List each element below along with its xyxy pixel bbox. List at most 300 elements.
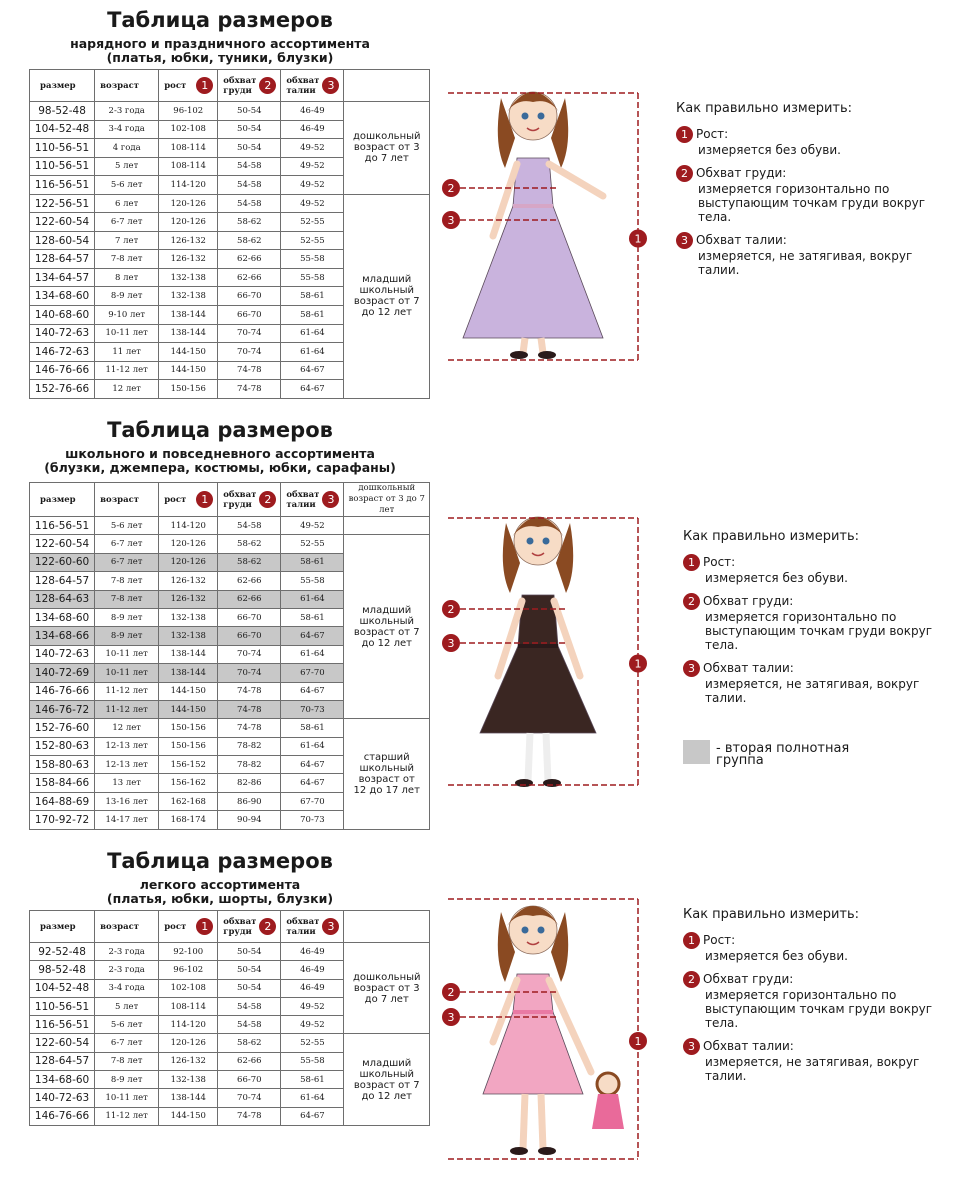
table-cell: 70-73: [281, 700, 344, 718]
age-group-label: младший школьный возраст от 7 до 12 лет: [353, 604, 420, 649]
instruction-name: Обхват талии:: [703, 661, 794, 675]
measure-number-icon: 3: [683, 660, 700, 677]
table-cell: 46-49: [281, 102, 344, 121]
column-header: [159, 911, 218, 943]
table-cell: 58-61: [281, 608, 344, 626]
table-cell: 146-76-72: [30, 700, 95, 718]
table-row: [30, 943, 430, 961]
table-cell: 74-78: [218, 682, 281, 700]
table-cell: 10-11 лет: [95, 324, 159, 343]
table-cell: 70-73: [281, 811, 344, 829]
table-cell: 8-9 лет: [95, 627, 159, 645]
table-cell: 134-64-57: [30, 268, 95, 287]
right-shoe: [543, 779, 561, 787]
table-cell: 70-74: [218, 645, 281, 663]
table-cell: 90-94: [218, 811, 281, 829]
table-cell: 86-90: [218, 792, 281, 810]
right-leg: [541, 1094, 543, 1149]
table-cell: 102-108: [159, 120, 218, 139]
table-cell: 61-64: [281, 645, 344, 663]
table-cell: 5 лет: [95, 157, 159, 176]
table-cell: 120-126: [159, 213, 218, 232]
table-cell: 78-82: [218, 756, 281, 774]
table-cell: 128-64-57: [30, 250, 95, 269]
table-cell: 120-126: [159, 553, 218, 571]
girl-in-festive-dress-illustration: [438, 88, 648, 373]
size-table: [29, 910, 430, 1126]
table-cell: 54-58: [218, 157, 281, 176]
table-cell: 134-68-66: [30, 627, 95, 645]
table-cell: 13 лет: [95, 774, 159, 792]
table-cell: 6-7 лет: [95, 535, 159, 553]
section-subtitle: легкого ассортимента: [139, 877, 301, 892]
table-cell: 55-58: [281, 1052, 344, 1070]
table-cell: 96-102: [159, 961, 218, 979]
section-subtitle-items: (платья, юбки, шорты, блузки): [106, 891, 334, 906]
left-shoe: [515, 779, 533, 787]
age-group-label: дошкольный возраст от 3 до 7 лет: [352, 131, 421, 165]
table-cell: 11-12 лет: [95, 700, 159, 718]
table-cell: 128-64-63: [30, 590, 95, 608]
table-cell: 4 года: [95, 139, 159, 158]
legend-text: - вторая полнотная группа: [716, 741, 850, 768]
table-cell: 70-74: [218, 324, 281, 343]
instructions-title: Как правильно измерить:: [683, 907, 860, 922]
legend: [683, 740, 883, 770]
table-cell: 150-156: [159, 737, 218, 755]
table-cell: 58-62: [218, 1034, 281, 1052]
table-header-row: [30, 911, 430, 943]
measure-number-icon: 3: [322, 918, 339, 935]
table-cell: 50-54: [218, 120, 281, 139]
table-row: [30, 1034, 430, 1052]
table-cell: 132-138: [159, 287, 218, 306]
table-cell: 98-52-48: [30, 102, 95, 121]
column-header: [95, 483, 159, 517]
table-cell: 140-72-63: [30, 645, 95, 663]
table-cell: 128-64-57: [30, 572, 95, 590]
section-subtitle-items: (платья, юбки, туники, блузки): [106, 50, 334, 65]
table-cell: 122-56-51: [30, 194, 95, 213]
table-cell: 64-67: [281, 1107, 344, 1125]
instruction-name: Обхват груди:: [703, 972, 794, 986]
left-shoe: [510, 1147, 528, 1155]
column-header: [30, 70, 95, 102]
measure-number-icon: 1: [196, 491, 213, 508]
table-cell: 11-12 лет: [95, 361, 159, 380]
table-cell: 158-80-63: [30, 756, 95, 774]
left-leg: [523, 338, 525, 353]
table-cell: 52-55: [281, 1034, 344, 1052]
table-cell: 132-138: [159, 268, 218, 287]
table-cell: 55-58: [281, 250, 344, 269]
table-cell: 52-55: [281, 213, 344, 232]
column-header-label: обхват талии: [286, 489, 320, 510]
table-header-row: [30, 70, 430, 102]
instruction-description: измеряется, не затягивая, вокруг талии.: [705, 677, 920, 705]
table-cell: 164-88-69: [30, 792, 95, 810]
table-cell: 7-8 лет: [95, 572, 159, 590]
instruction-item: [683, 932, 933, 963]
column-header-label: рост: [164, 494, 187, 505]
table-cell: 66-70: [218, 608, 281, 626]
table-cell: 146-76-66: [30, 1107, 95, 1125]
table-cell: 66-70: [218, 306, 281, 325]
column-header-label: размер: [40, 80, 76, 91]
section-title: Таблица размеров: [107, 849, 333, 873]
instructions-title: Как правильно измерить:: [683, 529, 860, 544]
left-eye: [527, 538, 534, 545]
table-cell: 50-54: [218, 943, 281, 961]
table-cell: 14-17 лет: [95, 811, 159, 829]
column-header-label: рост: [164, 80, 187, 91]
column-header: [95, 70, 159, 102]
instruction-description: измеряется без обуви.: [705, 571, 848, 585]
measure-number-icon: 3: [322, 491, 339, 508]
table-cell: 126-132: [159, 590, 218, 608]
instruction-description: измеряется горизонтально по выступающим точкам груди вокруг тела.: [705, 988, 933, 1030]
table-cell: 150-156: [159, 380, 218, 399]
measure-number-label: 3: [447, 214, 455, 227]
section-title: Таблица размеров: [107, 418, 333, 442]
table-header-row: [30, 483, 430, 517]
table-cell: 158-84-66: [30, 774, 95, 792]
measure-number-icon: 2: [683, 593, 700, 610]
table-cell: 126-132: [159, 231, 218, 250]
table-cell: 5-6 лет: [95, 1016, 159, 1034]
table-cell: 156-162: [159, 774, 218, 792]
table-cell: 49-52: [281, 176, 344, 195]
table-cell: 58-62: [218, 553, 281, 571]
group-header-cell: дошкольный возраст от 3 до 7 лет: [344, 483, 430, 517]
table-cell: 122-60-54: [30, 535, 95, 553]
table-cell: 92-52-48: [30, 943, 95, 961]
column-header: [159, 70, 218, 102]
table-cell: 11 лет: [95, 343, 159, 362]
age-group-label: старший школьный возраст от 12 до 17 лет: [353, 751, 420, 796]
table-cell: 162-168: [159, 792, 218, 810]
instruction-name: Обхват талии:: [696, 233, 787, 247]
table-cell: 144-150: [159, 700, 218, 718]
right-shoe: [538, 1147, 556, 1155]
section-subtitle-items: (блузки, джемпера, костюмы, юбки, сарафаны): [44, 460, 396, 475]
table-cell: 49-52: [281, 1016, 344, 1034]
table-cell: 11-12 лет: [95, 682, 159, 700]
instruction-description: измеряется, не затягивая, вокруг талии.: [698, 249, 913, 277]
group-header-cell: [344, 911, 430, 943]
table-cell: 78-82: [218, 737, 281, 755]
measure-instructions: [676, 102, 926, 285]
table-cell: 3-4 года: [95, 979, 159, 997]
size-table: [29, 482, 430, 830]
measure-number-label: 2: [447, 182, 455, 195]
table-cell: 58-61: [281, 287, 344, 306]
instruction-name: Обхват груди:: [696, 166, 787, 180]
right-arm: [549, 164, 603, 196]
group-header-cell: [344, 70, 430, 102]
table-cell: 64-67: [281, 774, 344, 792]
table-cell: 134-68-60: [30, 608, 95, 626]
table-cell: 9-10 лет: [95, 306, 159, 325]
table-cell: 54-58: [218, 517, 281, 535]
age-group-cell: [344, 719, 430, 829]
measure-number-icon: 3: [676, 232, 693, 249]
table-cell: 8 лет: [95, 268, 159, 287]
measure-number-icon: 1: [196, 918, 213, 935]
column-header-label: рост: [164, 921, 187, 932]
table-cell: 64-67: [281, 380, 344, 399]
table-cell: 144-150: [159, 1107, 218, 1125]
measure-number-icon: 3: [683, 1038, 700, 1055]
table-cell: 126-132: [159, 250, 218, 269]
table-cell: 6-7 лет: [95, 1034, 159, 1052]
table-cell: 66-70: [218, 627, 281, 645]
table-cell: 146-76-66: [30, 361, 95, 380]
column-header: [95, 911, 159, 943]
measure-number-icon: 3: [322, 77, 339, 94]
table-cell: 140-68-60: [30, 306, 95, 325]
instruction-description: измеряется горизонтально по выступающим точкам груди вокруг тела.: [698, 182, 926, 224]
table-cell: 62-66: [218, 268, 281, 287]
table-row: [30, 535, 430, 553]
table-cell: 132-138: [159, 627, 218, 645]
table-cell: 110-56-51: [30, 997, 95, 1015]
table-row: [30, 102, 430, 121]
left-leg: [528, 733, 530, 781]
table-cell: 140-72-63: [30, 1089, 95, 1107]
table-cell: 122-60-54: [30, 1034, 95, 1052]
table-cell: 61-64: [281, 324, 344, 343]
doll-dress: [592, 1094, 624, 1129]
table-cell: 138-144: [159, 645, 218, 663]
section-festive: [0, 0, 954, 410]
measure-number-label: 1: [634, 657, 642, 671]
table-cell: 64-67: [281, 682, 344, 700]
table-cell: 52-55: [281, 231, 344, 250]
table-cell: 116-56-51: [30, 176, 95, 195]
table-cell: 122-60-54: [30, 213, 95, 232]
instruction-description: измеряется горизонтально по выступающим точкам груди вокруг тела.: [705, 610, 933, 652]
column-header: [218, 911, 281, 943]
table-cell: 64-67: [281, 361, 344, 380]
table-cell: 82-86: [218, 774, 281, 792]
table-cell: 12 лет: [95, 380, 159, 399]
instruction-name: Рост:: [696, 127, 729, 141]
table-cell: 120-126: [159, 1034, 218, 1052]
table-cell: 134-68-60: [30, 287, 95, 306]
table-cell: 46-49: [281, 943, 344, 961]
left-leg: [523, 1094, 525, 1149]
instruction-name: Обхват талии:: [703, 1039, 794, 1053]
measure-number-icon: 2: [259, 918, 276, 935]
table-cell: 54-58: [218, 176, 281, 195]
right-leg: [546, 733, 548, 781]
table-cell: 10-11 лет: [95, 664, 159, 682]
table-cell: 92-100: [159, 943, 218, 961]
measure-number-icon: 2: [259, 491, 276, 508]
column-header-label: обхват талии: [286, 75, 320, 96]
table-cell: 138-144: [159, 324, 218, 343]
table-cell: 49-52: [281, 997, 344, 1015]
table-cell: 58-61: [281, 719, 344, 737]
table-cell: 46-49: [281, 961, 344, 979]
instruction-name: Рост:: [703, 555, 736, 569]
right-shoe: [538, 351, 556, 359]
column-header-label: возраст: [100, 494, 140, 505]
table-cell: 114-120: [159, 176, 218, 195]
table-cell: 8-9 лет: [95, 287, 159, 306]
table-cell: 70-74: [218, 664, 281, 682]
table-cell: 50-54: [218, 139, 281, 158]
instruction-item: [683, 1038, 933, 1083]
column-header: [30, 911, 95, 943]
table-cell: 5-6 лет: [95, 517, 159, 535]
table-cell: 170-92-72: [30, 811, 95, 829]
table-cell: 49-52: [281, 517, 344, 535]
table-cell: 74-78: [218, 361, 281, 380]
age-group-label: младший школьный возраст от 7 до 12 лет: [353, 1057, 420, 1102]
table-cell: 55-58: [281, 268, 344, 287]
right-eye: [538, 927, 545, 934]
table-cell: 12-13 лет: [95, 756, 159, 774]
table-cell: 152-76-66: [30, 380, 95, 399]
table-cell: 67-70: [281, 664, 344, 682]
table-cell: 62-66: [218, 572, 281, 590]
table-cell: 126-132: [159, 572, 218, 590]
column-header-label: возраст: [100, 921, 140, 932]
table-cell: 50-54: [218, 979, 281, 997]
right-eye: [538, 113, 545, 120]
age-group-cell: [344, 194, 430, 398]
table-cell: 146-72-63: [30, 343, 95, 362]
table-cell: 6-7 лет: [95, 553, 159, 571]
column-header: [281, 911, 344, 943]
table-cell: 132-138: [159, 608, 218, 626]
table-cell: 58-61: [281, 553, 344, 571]
table-cell: 12-13 лет: [95, 737, 159, 755]
table-cell: 61-64: [281, 343, 344, 362]
table-cell: 46-49: [281, 120, 344, 139]
instructions-title: Как правильно измерить:: [676, 101, 853, 116]
age-group-cell: [344, 1034, 430, 1125]
measure-number-label: 1: [634, 232, 642, 246]
column-header: [218, 70, 281, 102]
table-cell: 64-67: [281, 756, 344, 774]
column-header: [30, 483, 95, 517]
table-cell: 49-52: [281, 139, 344, 158]
table-cell: 54-58: [218, 1016, 281, 1034]
legend-gray-swatch: [683, 740, 710, 764]
left-shoe: [510, 351, 528, 359]
table-cell: 62-66: [218, 250, 281, 269]
table-cell: 108-114: [159, 997, 218, 1015]
column-header-label: обхват талии: [286, 916, 320, 937]
table-cell: 144-150: [159, 343, 218, 362]
table-cell: 74-78: [218, 700, 281, 718]
instruction-description: измеряется без обуви.: [698, 143, 841, 157]
table-cell: 10-11 лет: [95, 1089, 159, 1107]
table-cell: 128-64-57: [30, 1052, 95, 1070]
table-cell: 134-68-60: [30, 1071, 95, 1089]
measure-number-icon: 2: [676, 165, 693, 182]
instruction-name: Обхват груди:: [703, 594, 794, 608]
measure-number-icon: 1: [683, 932, 700, 949]
table-cell: 132-138: [159, 1071, 218, 1089]
measure-number-icon: 2: [683, 971, 700, 988]
table-cell: 104-52-48: [30, 120, 95, 139]
table-cell: 61-64: [281, 590, 344, 608]
table-cell: 116-56-51: [30, 1016, 95, 1034]
left-eye: [522, 113, 529, 120]
table-cell: 61-64: [281, 737, 344, 755]
table-cell: 62-66: [218, 1052, 281, 1070]
age-group-cell: [344, 102, 430, 195]
age-group-label: дошкольный возраст от 3 до 7 лет: [352, 971, 421, 1005]
table-cell: 140-72-69: [30, 664, 95, 682]
table-cell: 102-108: [159, 979, 218, 997]
measure-number-label: 1: [634, 1035, 642, 1048]
table-cell: 5-6 лет: [95, 176, 159, 195]
left-eye: [522, 927, 529, 934]
table-cell: 120-126: [159, 535, 218, 553]
table-cell: 54-58: [218, 997, 281, 1015]
column-header: [218, 483, 281, 517]
instruction-item: [683, 660, 933, 705]
table-cell: 66-70: [218, 1071, 281, 1089]
table-cell: 74-78: [218, 1107, 281, 1125]
instruction-item: [676, 126, 926, 157]
table-cell: 49-52: [281, 157, 344, 176]
table-cell: 67-70: [281, 792, 344, 810]
table-cell: 114-120: [159, 1016, 218, 1034]
table-row: [30, 719, 430, 737]
table-cell: 55-58: [281, 572, 344, 590]
table-cell: 64-67: [281, 627, 344, 645]
table-cell: 54-58: [218, 194, 281, 213]
column-header: [281, 70, 344, 102]
table-cell: 7-8 лет: [95, 250, 159, 269]
table-cell: 13-16 лет: [95, 792, 159, 810]
table-cell: 58-61: [281, 306, 344, 325]
table-cell: 2-3 года: [95, 102, 159, 121]
measure-number-label: 2: [447, 986, 455, 999]
table-cell: 58-62: [218, 535, 281, 553]
column-header-label: обхват груди: [223, 489, 257, 510]
table-cell: 114-120: [159, 517, 218, 535]
table-row: [30, 194, 430, 213]
table-cell: 152-80-63: [30, 737, 95, 755]
instruction-name: Рост:: [703, 933, 736, 947]
table-cell: 74-78: [218, 380, 281, 399]
table-cell: 144-150: [159, 682, 218, 700]
column-header-label: размер: [40, 921, 76, 932]
table-cell: 46-49: [281, 979, 344, 997]
table-cell: 126-132: [159, 1052, 218, 1070]
section-light: [0, 842, 954, 1200]
schoolgirl-in-uniform-illustration: [438, 513, 648, 798]
measure-instructions: [683, 530, 933, 713]
table-cell: 120-126: [159, 194, 218, 213]
size-table: [29, 69, 430, 399]
table-cell: 58-62: [218, 231, 281, 250]
instruction-description: измеряется, не затягивая, вокруг талии.: [705, 1055, 920, 1083]
column-header-label: обхват груди: [223, 916, 257, 937]
table-cell: 10-11 лет: [95, 645, 159, 663]
table-cell: 140-72-63: [30, 324, 95, 343]
measure-instructions: [683, 908, 933, 1091]
instruction-item: [676, 232, 926, 277]
table-cell: 2-3 года: [95, 943, 159, 961]
